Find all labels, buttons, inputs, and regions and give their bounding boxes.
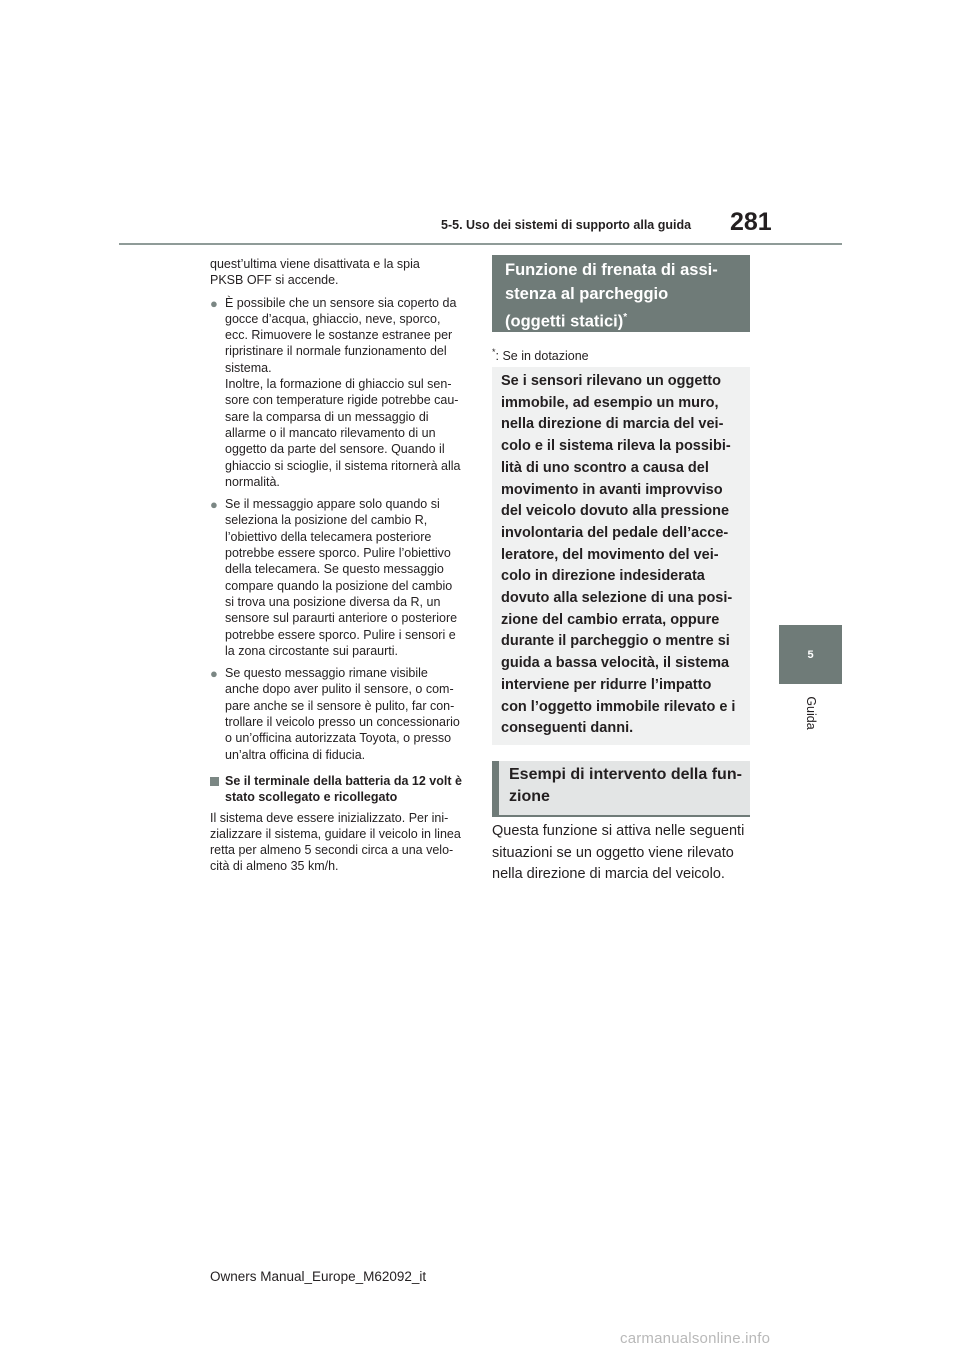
text-line: un’altra officina di fiducia. <box>225 747 366 762</box>
bullet-item <box>210 295 468 491</box>
summary-line: con l’oggetto immobile rilevato e i <box>501 698 736 715</box>
summary-line: movimento in avanti improvviso <box>501 481 723 498</box>
text-line: PKSB OFF si accende. <box>210 273 339 288</box>
text-line: ripristinare il normale funzionamento del <box>225 344 447 359</box>
summary-line: dovuto alla selezione di una posi- <box>501 590 733 607</box>
text-line: seleziona la posizione del cambio R, <box>225 513 428 528</box>
heading-line <box>505 306 750 334</box>
text-line: anche dopo aver pulito il sensore, o com- <box>225 682 454 697</box>
footnote-mark: * <box>492 347 496 357</box>
summary-line: immobile, ad esempio un muro, <box>501 394 719 411</box>
text-line: Inoltre, la formazione di ghiaccio sul sen- <box>225 377 452 392</box>
text-line: cità di almeno 35 km/h. <box>210 859 339 874</box>
summary-box <box>492 367 750 745</box>
text-line: trollare il veicolo presso un concessionario <box>225 715 460 730</box>
text-line: zializzare il sistema, guidare il veicolo in linea <box>210 826 461 841</box>
text-line: stato scollegato e ricollegato <box>225 790 398 805</box>
text-line: pare anche se il sensore è pulito, far con- <box>225 698 455 713</box>
summary-line: lità di uno scontro a causa del <box>501 459 709 476</box>
text-line: sensore sul paraurti anteriore o posteriore <box>225 611 458 626</box>
summary-line: durante il parcheggio o mentre si <box>501 633 730 650</box>
text-line: potrebbe essere sporco. Pulire l’obiettivo <box>225 546 451 561</box>
footnote-text: : Se in dotazione <box>495 349 589 364</box>
bullet-item <box>210 496 468 659</box>
header-divider <box>119 243 842 245</box>
subheading-underline <box>492 815 750 817</box>
text-line: nella direzione di marcia del veicolo. <box>492 866 725 882</box>
text-line: Se questo messaggio rimane visibile <box>225 666 428 681</box>
text-line: l’obiettivo della telecamera posteriore <box>225 529 432 544</box>
summary-line: colo in direzione indesiderata <box>501 568 705 585</box>
summary-line: colo e il sistema rileva la possibi- <box>501 438 731 455</box>
chapter-label-area <box>779 688 842 738</box>
heading-line: zione <box>509 788 550 805</box>
text-line: sore con temperature rigide potrebbe cau- <box>225 393 459 408</box>
heading-line: stenza al parcheggio <box>505 285 669 303</box>
text-line: Se il messaggio appare solo quando si <box>225 497 440 512</box>
watermark: carmanualsonline.info <box>620 1330 771 1347</box>
examples-paragraph <box>492 821 752 886</box>
heading-line-text: (oggetti statici) <box>505 312 624 331</box>
summary-line: interviene per ridurre l’impatto <box>501 676 712 693</box>
subheading-examples <box>492 761 750 815</box>
summary-line: Se i sensori rilevano un oggetto <box>501 373 721 389</box>
left-column <box>210 256 468 875</box>
chapter-label: Guida <box>803 696 818 730</box>
text-line: potrebbe essere sporco. Pulire i sensori e <box>225 627 456 642</box>
text-line: situazioni se un oggetto viene rilevato <box>492 844 734 861</box>
text-line: allarme o il mancato rilevamento di un <box>225 425 436 440</box>
text-line: della telecamera. Se questo messaggio <box>225 562 444 577</box>
summary-line: involontaria del pedale dell’acce- <box>501 524 729 541</box>
text-line: È possibile che un sensore sia coperto da <box>225 295 457 310</box>
heading-line: Esempi di intervento della fun- <box>509 766 742 783</box>
text-line: si trova una posizione diversa da R, un <box>225 594 441 609</box>
section-heading <box>492 255 750 332</box>
text-line: normalità. <box>225 474 280 489</box>
text-line: gocce d’acqua, ghiaccio, neve, sporco, <box>225 311 441 326</box>
summary-line: guida a bassa velocità, il sistema <box>501 655 730 672</box>
text-line: ecc. Rimuovere le sostanze estranee per <box>225 328 453 343</box>
text-line: Questa funzione si attiva nelle seguenti <box>492 823 745 839</box>
text-line: sare la comparsa di un messaggio di <box>225 409 429 424</box>
bullet-item <box>210 665 468 763</box>
summary-line: del veicolo dovuto alla pressione <box>501 503 730 520</box>
text-line: quest’ultima viene disattivata e la spia <box>210 257 420 271</box>
bullet-dot-icon: ● <box>210 497 218 513</box>
section-title: 5-5. Uso dei sistemi di supporto alla guida <box>441 218 692 232</box>
summary-line: nella direzione di marcia del vei- <box>501 416 724 433</box>
document-id: Owners Manual_Europe_M62092_it <box>210 1269 427 1284</box>
page-number: 281 <box>730 208 772 236</box>
subheading-battery <box>210 773 468 806</box>
text-line: Il sistema deve essere inizializzato. Per ini- <box>210 810 449 825</box>
asterisk-mark: * <box>623 312 628 323</box>
text-line: o un’officina autorizzata Toyota, o presso <box>225 731 452 746</box>
chapter-number: 5 <box>807 648 814 661</box>
bullet-dot-icon: ● <box>210 666 218 682</box>
chapter-tab <box>779 625 842 684</box>
text-line: la zona circostante sui paraurti. <box>225 643 399 658</box>
text-line: Se il terminale della batteria da 12 volt è <box>225 773 462 788</box>
text-line: ghiaccio si scioglie, il sistema ritornerà alla <box>225 458 461 473</box>
text-line: retta per almeno 5 secondi circa a una velo- <box>210 843 454 858</box>
text-line: compare quando la posizione del cambio <box>225 578 453 593</box>
text-line: sistema. <box>225 360 272 375</box>
battery-paragraph <box>210 810 468 875</box>
summary-line: leratore, del movimento del vei- <box>501 546 719 563</box>
summary-line: zione del cambio errata, oppure <box>501 611 720 628</box>
bullet-dot-icon: ● <box>210 295 218 311</box>
heading-line: Funzione di frenata di assi- <box>505 261 718 279</box>
square-bullet-icon <box>210 777 219 786</box>
intro-paragraph <box>210 256 468 289</box>
text-line: oggetto da parte del sensore. Quando il <box>225 442 445 457</box>
footnote <box>492 347 589 363</box>
summary-line: conseguenti danni. <box>501 720 634 737</box>
